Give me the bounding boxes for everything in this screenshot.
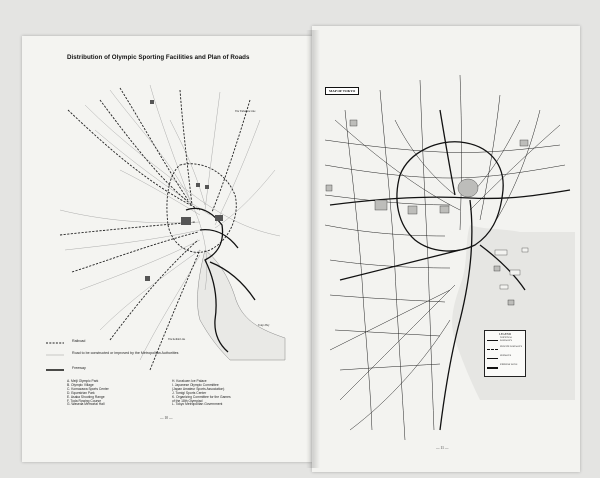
facility-item: B. Olympic Village (67, 382, 94, 387)
facility-item: A. Meiji Olympic Park (67, 379, 99, 383)
facility-item: J. Tomigi Sports Center (172, 390, 207, 395)
park-area (375, 200, 387, 210)
park-area (350, 120, 357, 126)
legend-line-symbol (487, 358, 498, 359)
park-area (408, 206, 417, 214)
park-area (494, 266, 500, 271)
park-area (440, 206, 449, 213)
right-page-number: — 11 — (436, 446, 449, 450)
tokyo-map-legend (484, 330, 526, 377)
facility-item: K. Organizing Committee for the Games (172, 394, 231, 399)
legend-row (487, 364, 523, 371)
facility-item: I. Japanese Olympic Committee (172, 382, 219, 387)
legend-railroad-label: Railroad (72, 339, 86, 343)
legend-road-label: Road to be constructed or improved by the Metropolitan Authorities (72, 351, 179, 355)
legend-row (487, 355, 523, 362)
facility-item: of the 18th Olympiad (172, 398, 203, 403)
legend-label: NATIONAL RAILWAYS (500, 336, 512, 342)
facility-item: E. Asaka Shooting Range (67, 394, 105, 399)
facility-item: D. Equestrian Park (67, 390, 95, 395)
tokyo-bay-label: Tokyo Bay (258, 324, 270, 327)
facility-item: H. Korakuen Ice Palace (172, 379, 207, 383)
left-page-title: Distribution of Olympic Sporting Facilities and Plan of Roads (67, 54, 250, 61)
facility-item: C. Komazawa Sports Center (67, 386, 109, 391)
yamanote-line-label: The Yamanote Line (235, 110, 256, 113)
legend-label: PRIVATE RAILWAYS (500, 345, 523, 348)
map-of-tokyo-title: MAP OF TOKYO (325, 87, 359, 95)
legend-heading: LEGEND (499, 332, 511, 336)
imperial-palace-area (458, 179, 478, 197)
legend-line-symbol (487, 349, 498, 350)
legend-label: EXPRESS WAYS (500, 363, 518, 366)
park-area (508, 300, 514, 305)
facility-item: L. Tokyo Metropolitan Government (172, 402, 223, 407)
legend-line-symbol (487, 340, 498, 341)
facility-item: G. Waseda Memorial Hall (67, 402, 105, 407)
facility-item: F. Toda Rowing Course (67, 398, 102, 403)
facility-item: (Japan Amateur Sports Association) (172, 386, 225, 391)
legend-row (487, 346, 523, 353)
legend-line-symbol (487, 367, 498, 369)
legend-row (487, 337, 523, 344)
legend-freeway-label: Freeway (72, 366, 86, 370)
park-area (520, 140, 528, 146)
park-area (326, 185, 332, 191)
legend-label: SUBWAYS (500, 354, 512, 357)
left-page-number: — 10 — (160, 416, 173, 420)
keihin-line-label: The Keihin Line (168, 338, 186, 341)
